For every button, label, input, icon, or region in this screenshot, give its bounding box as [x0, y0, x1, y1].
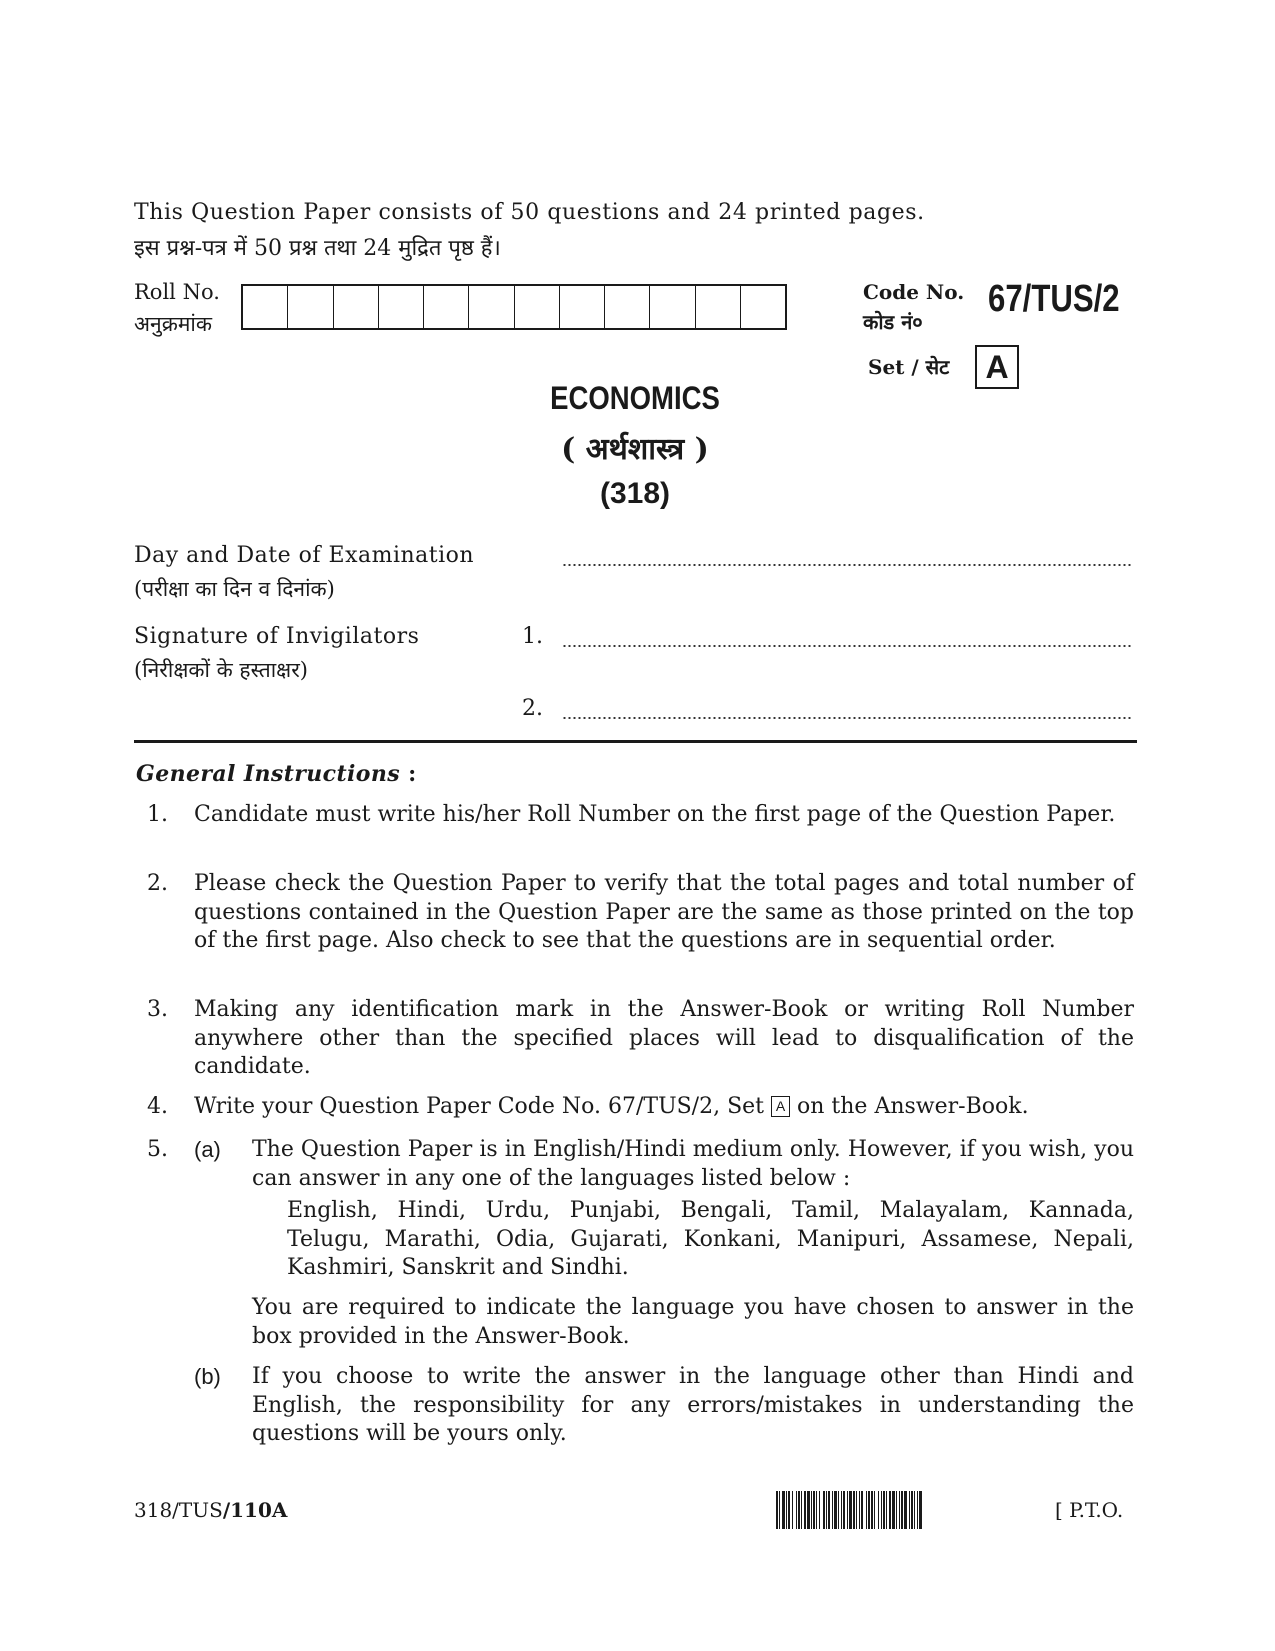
consists-hi: इस प्रश्न-पत्र में 50 प्रश्न तथा 24 मुद्रित पृष्ठ हैं।	[134, 236, 501, 261]
instruction-4-text: Write your Question Paper Code No. 67/TUS/2, Set A on the Answer-Book.	[194, 1094, 1029, 1119]
set-a-mini-box: A	[771, 1096, 790, 1117]
signature-field-2[interactable]	[562, 717, 1133, 719]
instruction-5a-text: The Question Paper is in English/Hindi medium only. However, if you wish, you can answer in any one of the languages listed below :	[252, 1137, 1134, 1191]
date-label-hi: (परीक्षा का दिन व दिनांक)	[134, 577, 335, 601]
roll-label-en: Roll No.	[134, 280, 220, 304]
roll-label-hi: अनुक्रमांक	[134, 312, 212, 336]
instruction-2-number: 2.	[147, 871, 168, 896]
instruction-5a-label: (a)	[194, 1137, 221, 1162]
barcode	[776, 1491, 1034, 1529]
set-label: Set / सेट	[868, 355, 950, 379]
roll-number-grid[interactable]	[241, 284, 787, 330]
instruction-3-text: Making any identification mark in the Answer-Book or writing Roll Number anywhere other than the specified places will lead to disqualification of the candidate.	[194, 997, 1134, 1079]
sig-num-1: 1.	[522, 624, 543, 649]
date-field[interactable]	[562, 564, 1133, 566]
instruction-3-number: 3.	[147, 997, 168, 1022]
subject-title-hi: ( अर्थशास्त्र )	[561, 432, 709, 467]
code-value: 67/TUS/2	[988, 278, 1120, 320]
subject-code: (318)	[599, 477, 671, 510]
instruction-2-text: Please check the Question Paper to verify that the total pages and total number of questions contained in the Question Paper are the same as those printed on the top of the first page. Also check to see that the questions are in sequential order.	[194, 871, 1134, 953]
instruction-1-number: 1.	[147, 802, 168, 827]
sig-label-en: Signature of Invigilators	[134, 624, 420, 649]
instruction-1-text: Candidate must write his/her Roll Number on the first page of the Question Paper.	[194, 802, 1116, 827]
pto-label: [ P.T.O.	[1055, 1498, 1124, 1522]
instruction-4-number: 4.	[147, 1094, 168, 1119]
instruction-5a-note: You are required to indicate the language you have chosen to answer in the box provided in the Answer-Book.	[252, 1295, 1134, 1349]
code-label-en: Code No.	[863, 280, 965, 304]
subject-title-en: ECONOMICS	[550, 380, 720, 416]
instruction-5-number: 5.	[147, 1137, 168, 1162]
sig-label-hi: (निरीक्षकों के हस्ताक्षर)	[134, 658, 308, 682]
date-label-en: Day and Date of Examination	[134, 543, 475, 568]
instruction-5b-label: (b)	[194, 1364, 221, 1389]
signature-field-1[interactable]	[562, 645, 1133, 647]
set-box: A	[975, 345, 1019, 389]
consists-en: This Question Paper consists of 50 questions and 24 printed pages.	[134, 200, 925, 225]
instruction-5a-languages: English, Hindi, Urdu, Punjabi, Bengali, Tamil, Malayalam, Kannada, Telugu, Marathi, Odia, Gujarati, Konkani, Manipuri, Assamese, Nepali, Kashmiri, Sanskrit and Sindhi.	[287, 1198, 1134, 1280]
instruction-5b-text: If you choose to write the answer in the language other than Hindi and English, the responsibility for any errors/mistakes in understanding the questions will be yours only.	[252, 1364, 1134, 1446]
footer-code: 318/TUS/110A	[134, 1498, 288, 1522]
divider	[134, 740, 1137, 743]
instructions-heading: General Instructions :	[136, 761, 417, 787]
code-label-hi: कोड नं०	[863, 310, 923, 334]
sig-num-2: 2.	[522, 696, 543, 721]
